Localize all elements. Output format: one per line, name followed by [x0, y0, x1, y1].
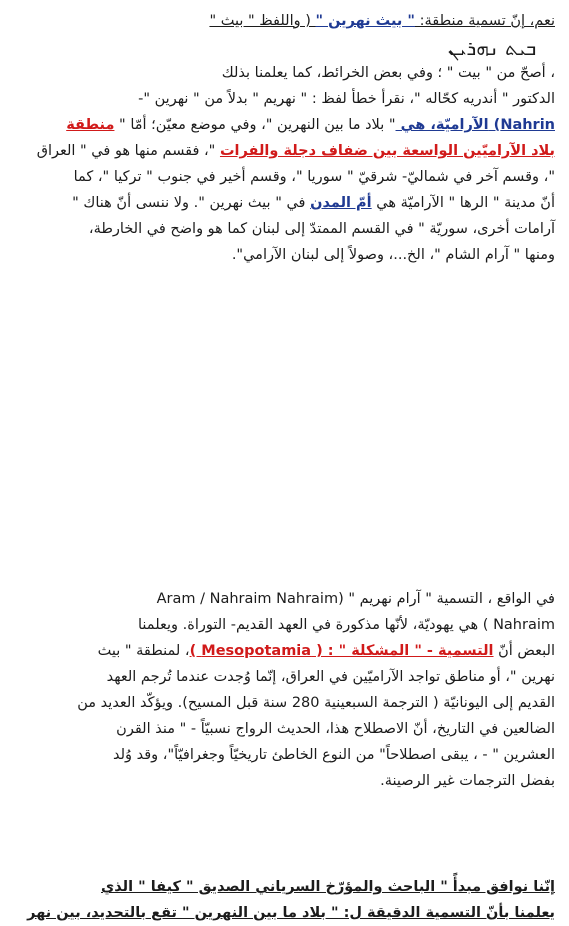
p2-mesopotamia-term: التسمية - " المشكلة " : ( Mesopotamia ) [189, 643, 494, 659]
p2-line6: الضالعين في التاريخ، أنّ الاصطلاح هذا، الحديث الرواج نسبيّاً - " منذ القرن [116, 721, 555, 737]
p1-line1: ، أصحّ من " بيت " ؛ وفي بعض الخرائط، كما يعلمنا بذلك [221, 65, 555, 81]
p1-line6-part-c: في " بيث نهرين ". ولا ننسى أنّ هناك " [72, 195, 311, 211]
p2-line3-part-c: ، لمنطقة " بيث [97, 643, 190, 659]
p1-line0-part-c: ( واللفظ " بيث " [209, 13, 316, 29]
paragraph-3 [14, 874, 555, 926]
p1-line3-part-c: " بلاد ما بين النهرين "، وفي موضع معيّن؛ أمّا " [114, 117, 396, 133]
p2-aram-nahraim-latin: Aram / Nahraim Nahraim [156, 591, 339, 607]
p3-line2-part-a: يعلمنا بأنّ التسمية الدقيقة ل: [338, 905, 555, 921]
p1-line6-part-a: أنّ مدينة " الرها " الآراميّة هي [371, 195, 555, 211]
p1-line0-part-a: نعم، إنّ تسمية منطقة: [414, 13, 555, 29]
p2-line2-part-b: ) هي يهوديّة، لأنّها مذكورة في العهد القديم- التوراة. ويعلمنا [138, 617, 494, 633]
p1-line4-part-b: "، فقسم منها هو في " العراق [36, 143, 220, 159]
p1-aramean-lands-phrase: بلاد الآراميّين الواسعة بين ضفاف دجلة والفرات [219, 143, 555, 159]
p2-line5: القديم إلى اليونانيّة ( الترجمة السبعينية 280 سنة قبل المسيح). ويؤكّد العديد من [77, 695, 555, 711]
p1-line8: ومنها " آرام الشام "، الخ...، وصولاً إلى لبنان الآرامي". [231, 247, 555, 263]
p1-line2: الدكتور " أندريه كحّاله "، نقرأ خطأ لفظ : " نهريم " بدلاً من " نهرين "- [138, 91, 555, 107]
p1-aramaic-term: الآراميّة، هي [395, 117, 489, 133]
p3-mesopotamia-phrase: " بلاد ما بين النهرين " [182, 905, 339, 921]
p2-line1-part-a: في الواقع ، التسمية " آرام نهريم " ( [338, 591, 555, 607]
p1-nahrin-latin: Nahrin) [488, 117, 555, 133]
p2-nahraim-latin: Nahraim [493, 617, 555, 633]
syriac-script-text: ܒܝܬ ܢܗܪܝܢ [448, 36, 537, 60]
paragraph-2 [14, 586, 555, 794]
p2-line8: بفضل الترجمات غير الرصينة. [380, 773, 555, 789]
p2-line3-part-a: البعض أنّ [493, 643, 555, 659]
p1-mother-of-cities-term: أمّ المدن [310, 195, 372, 211]
p3-line1: إنّنا نوافق مبدأً " الباحث والمؤرّخ السرياني الصديق " كيفا " الذي [101, 879, 555, 895]
p1-region-term: منطقة [66, 117, 115, 133]
p2-line7: العشرين " - ، يبقى اصطلاحاً" من النوع الخاطئ تاريخيّاً وجغرافيّاً"، وقد وُلد [112, 747, 555, 763]
p1-beth-nahrin-term: " بيث نهرين " [315, 13, 415, 29]
paragraph-1 [14, 8, 555, 268]
p2-line4: نهرين "، أو مناطق تواجد الآراميّين في العراق، إنّما وُجدت عندما تُرجم العهد [106, 669, 555, 685]
document-body [14, 8, 555, 926]
p3-line2-part-c: تقع بالتحديد، بين نهر [27, 905, 183, 921]
p1-line5: "، وقسم آخر في شماليّ- شرقيّ " سوريا "، وقسم أخير في جنوب " تركيا "، كما [73, 169, 555, 185]
p1-line7: آرامات أخرى، سوريّة " في القسم الممتدّ إلى لبنان كما هو واضح في الخارطة، [88, 221, 555, 237]
